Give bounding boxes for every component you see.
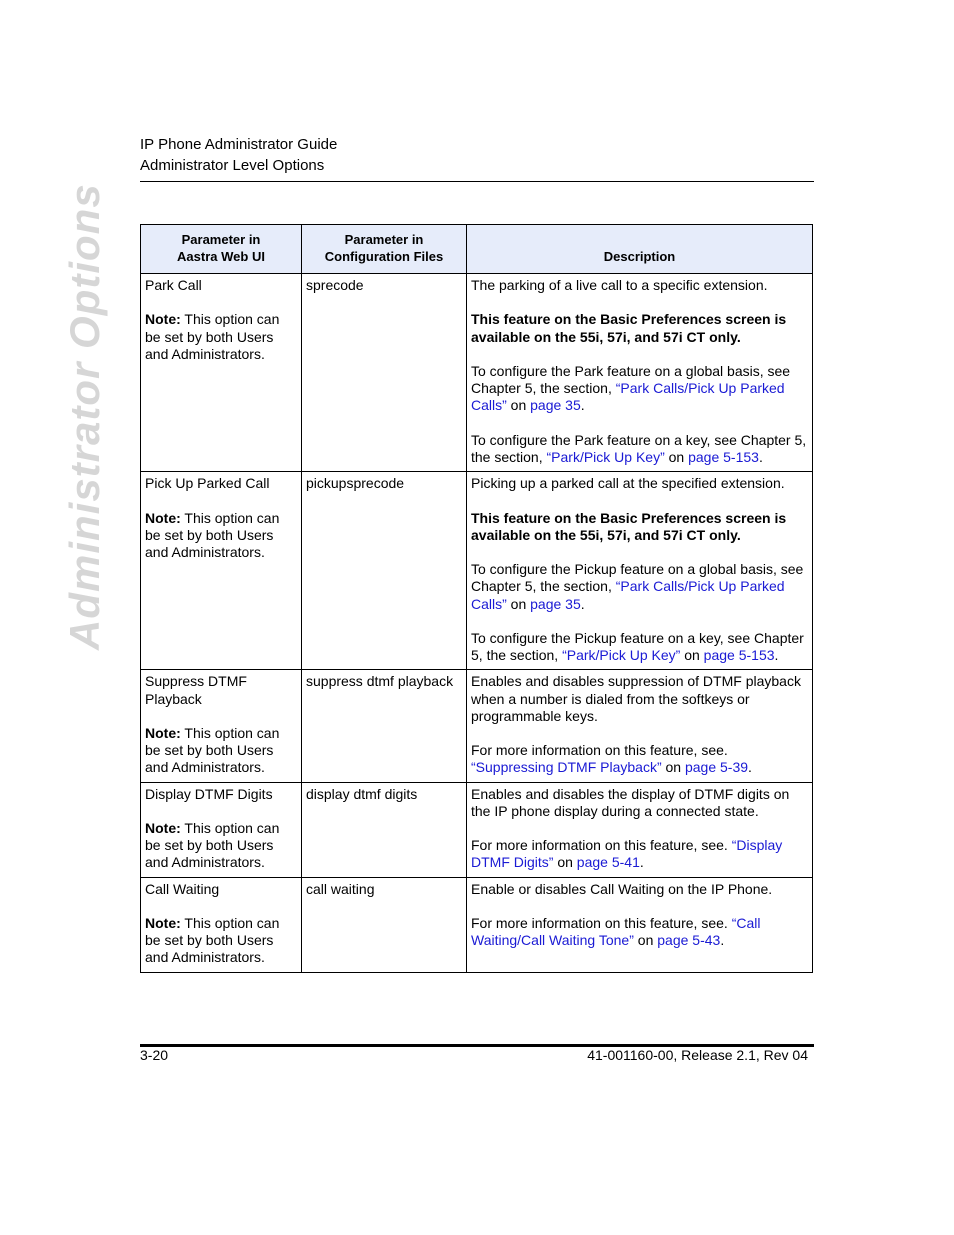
ref-text: For more information on this feature, see. xyxy=(471,837,732,854)
header-config-files xyxy=(302,225,467,274)
description-cell xyxy=(467,274,813,472)
section-link[interactable]: “Park/Pick Up Key” xyxy=(562,647,681,664)
ref-text: . xyxy=(758,448,763,465)
section-link[interactable]: “Park Calls/Pick Up Parked Calls” xyxy=(471,380,785,414)
table-row xyxy=(141,877,813,972)
header-divider xyxy=(140,181,814,182)
ref-text: on xyxy=(661,759,685,776)
ref-text: on xyxy=(553,854,577,871)
section-link[interactable]: “Park/Pick Up Key” xyxy=(546,448,665,465)
web-ui-cell xyxy=(141,877,302,972)
ref-text: . xyxy=(639,854,644,871)
cross-reference xyxy=(471,630,808,664)
table-row xyxy=(141,472,813,670)
cross-reference xyxy=(471,363,808,415)
page-link[interactable]: page 5-39 xyxy=(684,759,749,776)
config-param-cell: pickupsprecode xyxy=(302,472,467,670)
page-link[interactable]: page 5-43 xyxy=(657,932,721,949)
config-param-cell: sprecode xyxy=(302,274,467,472)
note-label: Note: xyxy=(145,819,181,836)
web-ui-param: Call Waiting xyxy=(145,880,220,897)
table-row xyxy=(141,782,813,877)
page-link[interactable]: page 35 xyxy=(530,397,581,414)
document-id: 41-001160-00, Release 2.1, Rev 04 xyxy=(587,1047,808,1063)
page-link[interactable]: page 35 xyxy=(530,595,581,612)
header-web-ui xyxy=(141,225,302,274)
note xyxy=(145,311,297,363)
cross-reference xyxy=(471,837,808,871)
config-param-cell: suppress dtmf playback xyxy=(302,670,467,782)
description-text: Enables and disables the display of DTMF digits on the IP phone display during a connected state. xyxy=(471,785,790,819)
header-config-line1: Parameter in xyxy=(344,232,424,247)
running-header xyxy=(140,134,337,176)
note-text: This option can be set by both Users and Administrators. xyxy=(145,914,280,966)
web-ui-cell xyxy=(141,274,302,472)
web-ui-cell xyxy=(141,472,302,670)
feature-availability-note: This feature on the Basic Preferences screen is available on the 55i, 57i, and 57i CT only. xyxy=(471,311,787,345)
section-title: Administrator Level Options xyxy=(140,157,325,174)
config-param-cell: call waiting xyxy=(302,877,467,972)
description-text: Enable or disables Call Waiting on the IP Phone. xyxy=(471,880,773,897)
ref-text: . xyxy=(580,397,585,414)
description-text: Enables and disables suppression of DTMF playback when a number is dialed from the softkeys or programmable keys. xyxy=(471,673,801,724)
cross-reference xyxy=(471,432,808,466)
table-header-row xyxy=(141,225,813,274)
header-web-ui-line2: Aastra Web UI xyxy=(177,249,265,264)
web-ui-param: Display DTMF Digits xyxy=(145,785,273,802)
note xyxy=(145,820,297,872)
ref-text: To configure the Pickup feature on a key, see Chapter 5, the section, xyxy=(471,629,804,664)
note-text: This option can be set by both Users and Administrators. xyxy=(145,819,280,871)
note-label: Note: xyxy=(145,311,181,328)
note xyxy=(145,510,297,562)
note-label: Note: xyxy=(145,724,181,741)
ref-text: on xyxy=(506,595,531,612)
page-link[interactable]: page 5-41 xyxy=(576,854,640,871)
ref-text: For more information on this feature, see. xyxy=(471,742,728,759)
ref-text: . xyxy=(774,647,779,664)
web-ui-cell xyxy=(141,670,302,782)
note xyxy=(145,915,297,967)
web-ui-cell xyxy=(141,782,302,877)
ref-text: . xyxy=(720,932,725,949)
cross-reference xyxy=(471,915,808,949)
guide-title: IP Phone Administrator Guide xyxy=(140,136,338,153)
cross-reference xyxy=(471,742,808,776)
note xyxy=(145,725,297,777)
ref-text: . xyxy=(580,595,585,612)
page-link[interactable]: page 5-153 xyxy=(688,448,759,465)
table-row xyxy=(141,670,813,782)
ref-text: To configure the Park feature on a key, see Chapter 5, the section, xyxy=(471,431,807,465)
description-cell xyxy=(467,472,813,670)
ref-text: on xyxy=(664,448,689,465)
section-link[interactable]: “Park Calls/Pick Up Parked Calls” xyxy=(471,578,785,612)
table-row xyxy=(141,274,813,472)
description-cell xyxy=(467,670,813,782)
ref-text: To configure the Park feature on a global basis, see Chapter 5, the section, xyxy=(471,362,791,397)
ref-text: For more information on this feature, see. xyxy=(471,914,732,931)
web-ui-param: Park Call xyxy=(145,277,202,293)
ref-text: . xyxy=(748,759,752,776)
ref-text: To configure the Pickup feature on a global basis, see Chapter 5, the section, xyxy=(471,561,804,595)
page-link[interactable]: page 5-153 xyxy=(703,647,775,664)
note-text: This option can be set by both Users and Administrators. xyxy=(145,724,280,776)
description-text: The parking of a live call to a specific extension. xyxy=(471,277,768,293)
description-cell xyxy=(467,782,813,877)
ref-text: on xyxy=(680,647,704,664)
note-text: This option can be set by both Users and Administrators. xyxy=(145,509,280,560)
note-label: Note: xyxy=(145,509,181,526)
web-ui-param: Suppress DTMF Playback xyxy=(145,673,247,707)
ref-text: on xyxy=(506,397,531,414)
header-web-ui-line1: Parameter in xyxy=(181,232,261,247)
description-cell xyxy=(467,877,813,972)
cross-reference xyxy=(471,561,808,613)
feature-availability-note: This feature on the Basic Preferences screen is available on the 55i, 57i, and 57i CT only. xyxy=(471,509,787,543)
note-label: Note: xyxy=(145,914,181,931)
page-number: 3-20 xyxy=(140,1047,169,1063)
ref-text: on xyxy=(633,932,658,949)
config-param-cell: display dtmf digits xyxy=(302,782,467,877)
side-section-title: Administrator Options xyxy=(61,183,108,650)
header-description: Description xyxy=(467,225,813,274)
section-link[interactable]: “Display DTMF Digits” xyxy=(471,837,783,871)
parameters-table xyxy=(140,224,813,973)
section-link[interactable]: “Suppressing DTMF Playback” xyxy=(471,759,662,776)
section-link[interactable]: “Call Waiting/Call Waiting Tone” xyxy=(471,914,761,949)
note-text: This option can be set by both Users and Administrators. xyxy=(145,311,280,362)
header-config-line2: Configuration Files xyxy=(324,249,444,264)
web-ui-param: Pick Up Parked Call xyxy=(145,475,270,492)
description-text: Picking up a parked call at the specified extension. xyxy=(471,475,785,492)
